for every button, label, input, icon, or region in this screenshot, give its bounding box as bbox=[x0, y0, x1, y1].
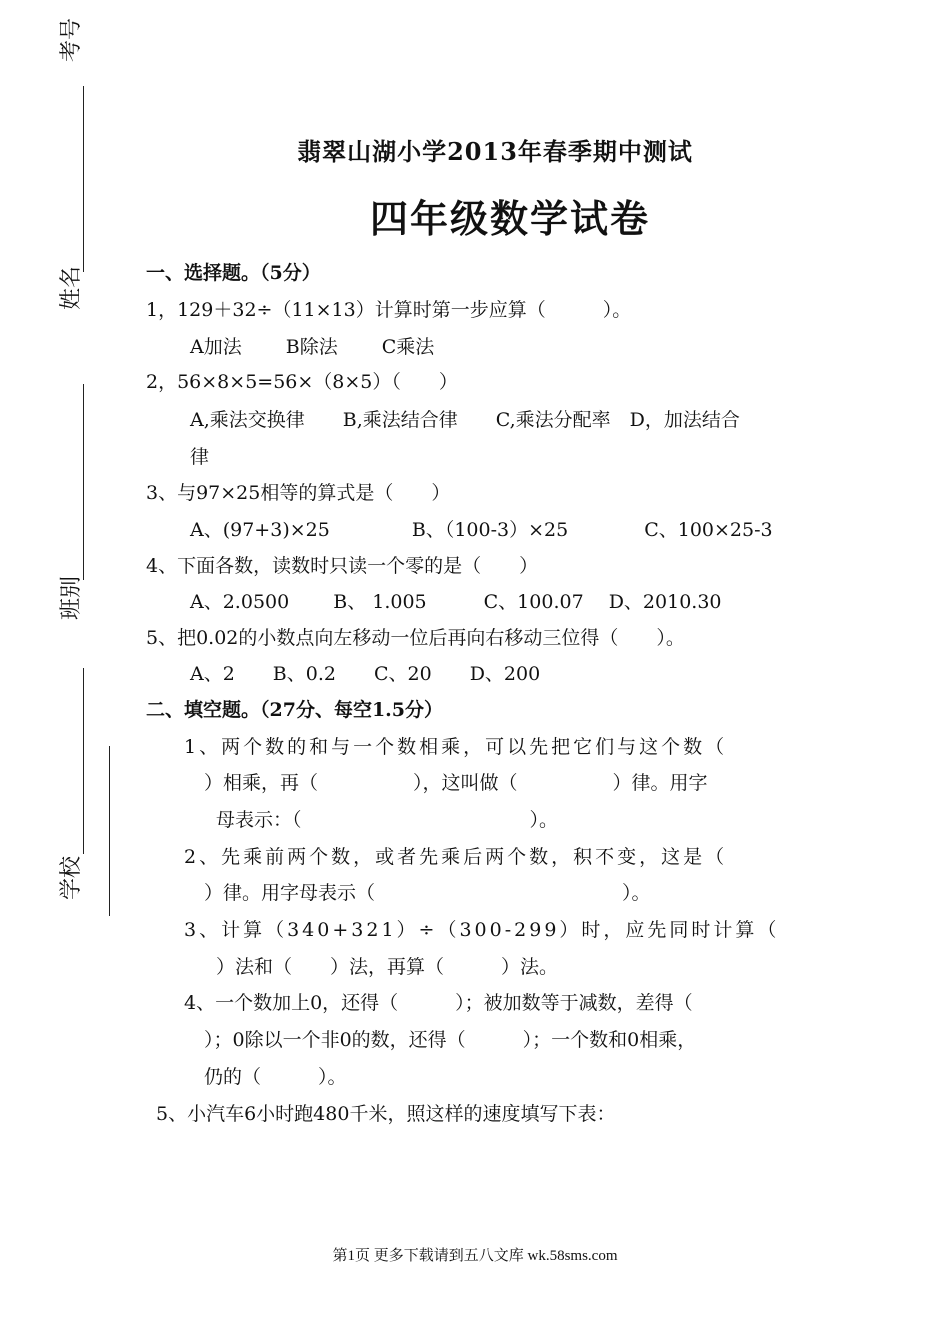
fill-blank-line: 仍的（ ）。 bbox=[204, 1066, 347, 1088]
student-name-line bbox=[83, 384, 84, 580]
section2-heading: 二、填空题。（27分、每空1.5分） bbox=[146, 699, 443, 721]
fill-blank-line: 4、一个数加上0，还得（ ）；被加数等于减数，差得（ bbox=[184, 992, 693, 1014]
fill-blank-line: ）相乘，再（ ），这叫做（ ）律。用字 bbox=[204, 772, 708, 794]
exam-title: 四年级数学试卷 bbox=[369, 196, 650, 241]
section1-heading: 一、选择题。（5分） bbox=[146, 262, 321, 284]
class-label: 班别 bbox=[59, 575, 84, 620]
question-line: 5、把0.02的小数点向左移动一位后再向右移动三位得（ ）。 bbox=[146, 627, 685, 649]
fill-blank-line: ）法和（ ）法，再算（ ）法。 bbox=[216, 956, 559, 978]
student-name-label: 姓名 bbox=[59, 265, 84, 310]
options-line: 律 bbox=[190, 446, 210, 468]
fill-blank-line: 5、小汽车6小时跑480千米，照这样的速度填写下表： bbox=[156, 1103, 616, 1125]
options-line: A、2.0500 B、 1.005 C、100.07 D、2010.30 bbox=[190, 591, 722, 613]
fill-blank-line: 1、两个数的和与一个数相乘，可以先把它们与这个数（ bbox=[184, 736, 728, 758]
fill-blank-line: 2、先乘前两个数，或者先乘后两个数，积不变，这是（ bbox=[184, 846, 728, 868]
question-line: 3、与97×25相等的算式是（ ） bbox=[146, 482, 451, 504]
question-line: 4、下面各数，读数时只读一个零的是（ ） bbox=[146, 555, 539, 577]
options-line: A、(97+3)×25 B、（100-3）×25 C、100×25-3 bbox=[190, 519, 773, 541]
margin-border-line bbox=[109, 746, 110, 916]
options-line: A加法 B除法 C乘法 bbox=[190, 336, 435, 358]
class-line bbox=[83, 668, 84, 854]
options-line: A、2 B、0.2 C、20 D、200 bbox=[190, 663, 541, 685]
school-label: 学校 bbox=[59, 855, 84, 900]
page-footer: 第1页 更多下载请到五八文库 wk.58sms.com bbox=[332, 1248, 618, 1264]
exam-number-label: 考号 bbox=[59, 17, 84, 62]
fill-blank-line: 母表示：（ ）。 bbox=[216, 809, 559, 831]
options-line: A,乘法交换律 B,乘法结合律 C,乘法分配率 D，加法结合 bbox=[190, 409, 740, 431]
question-line: 1，129＋32÷（11×13）计算时第一步应算（ ）。 bbox=[146, 299, 632, 321]
question-line: 2，56×8×5=56×（8×5）（ ） bbox=[146, 371, 458, 393]
fill-blank-line: ）律。用字母表示（ ）。 bbox=[204, 882, 651, 904]
exam-number-line bbox=[83, 86, 84, 272]
fill-blank-line: ）；0除以一个非0的数，还得（ ）；一个数和0相乘， bbox=[204, 1029, 697, 1051]
school-title: 翡翠山湖小学2013年春季期中测试 bbox=[297, 137, 693, 166]
fill-blank-line: 3、计算（340+321）÷（300-299）时，应先同时计算（ bbox=[184, 919, 780, 941]
